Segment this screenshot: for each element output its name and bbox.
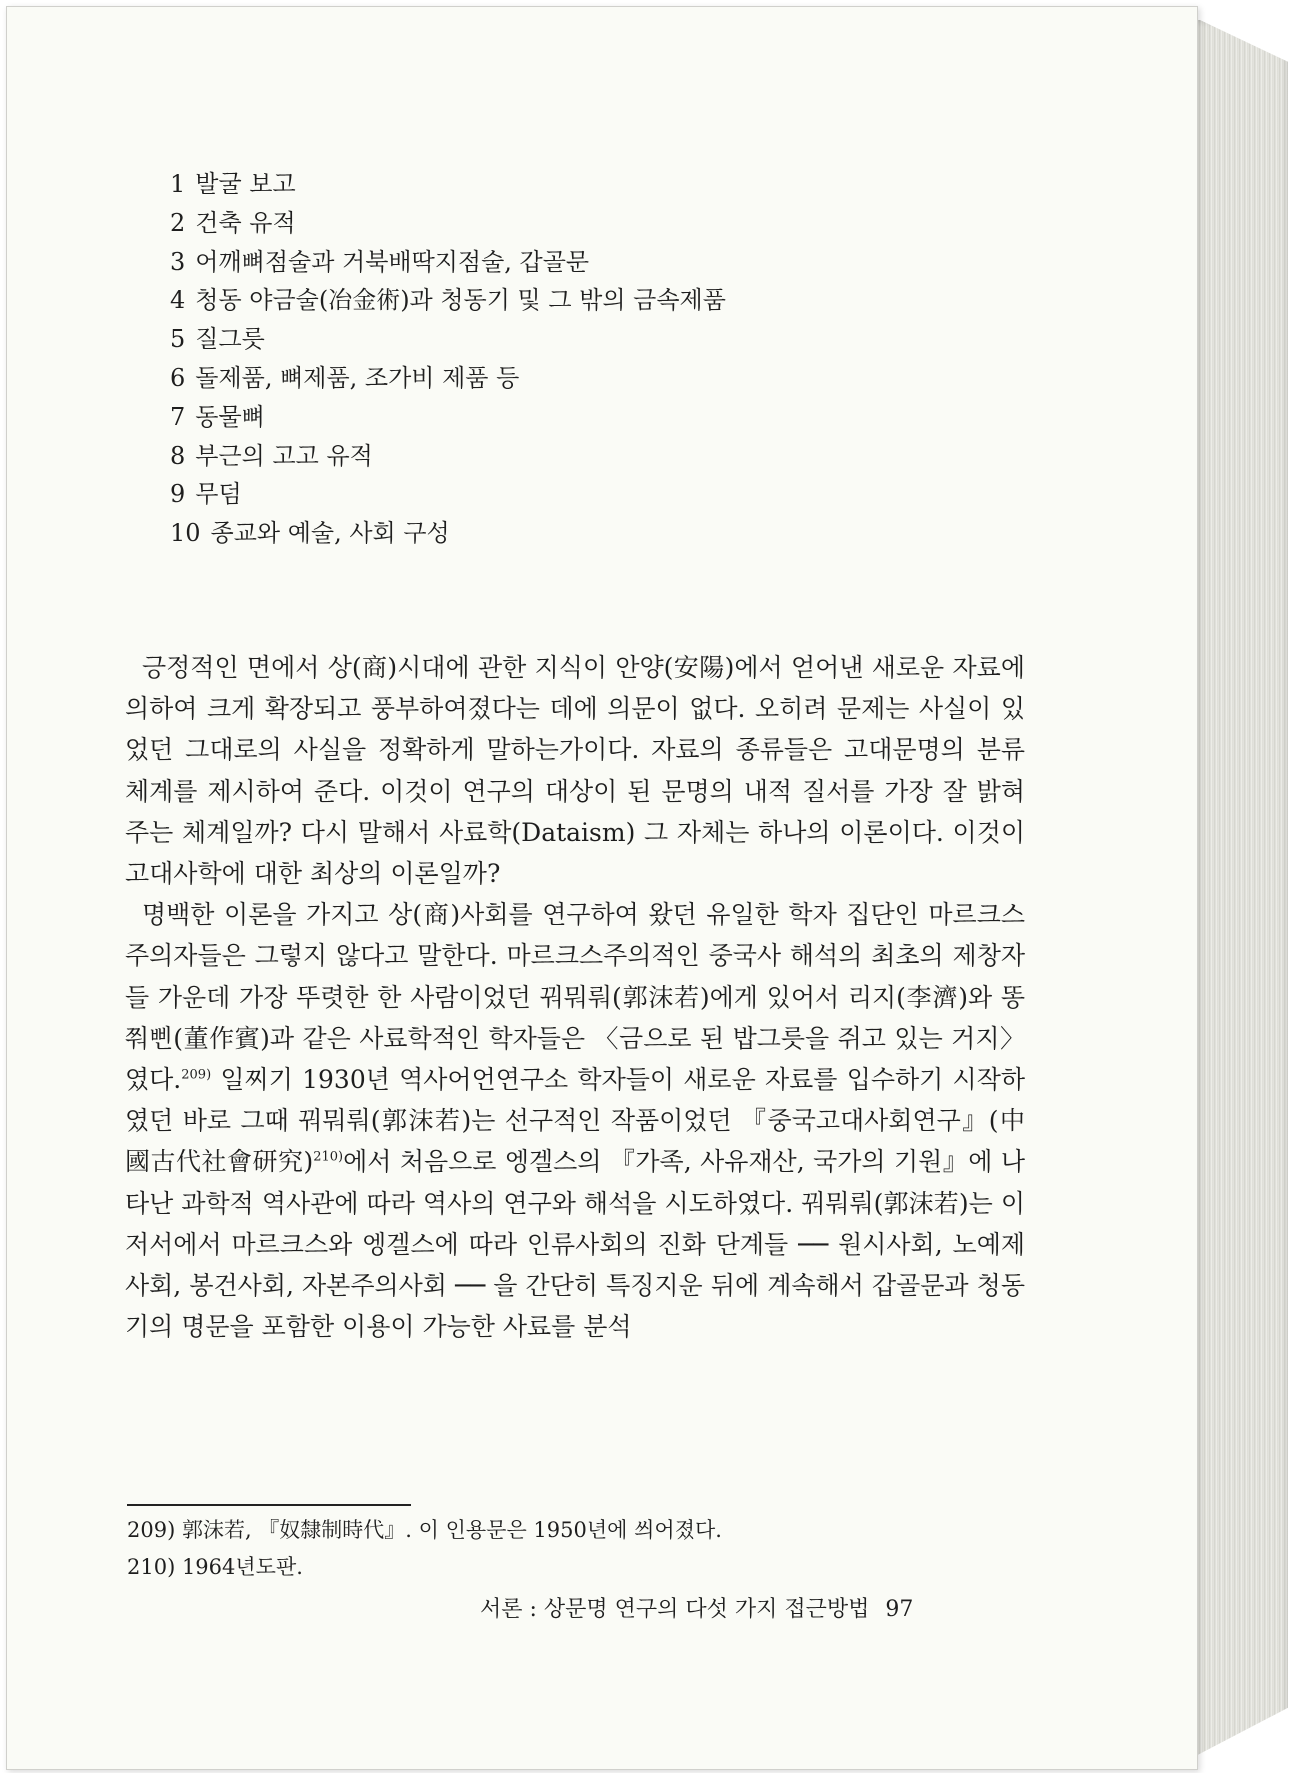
list-item (170, 437, 726, 476)
list-item (170, 320, 726, 359)
list-number: 8 (170, 441, 186, 470)
page-block-edge (1188, 20, 1288, 1760)
list-item (170, 398, 726, 437)
list-number: 3 (170, 247, 186, 276)
list-number: 9 (170, 480, 186, 509)
list-item (170, 204, 726, 243)
footnote-rule (127, 1504, 411, 1506)
list-label: 부근의 고고 유적 (195, 441, 373, 470)
list-label: 청동 야금술(冶金術)과 청동기 및 그 밖의 금속제품 (195, 286, 726, 315)
list-number: 6 (170, 363, 186, 392)
list-label: 질그릇 (195, 325, 265, 354)
list-label: 어깨뼈점술과 거북배딱지점술, 갑골문 (195, 247, 590, 276)
list-number: 10 (170, 519, 201, 548)
page-footer (480, 1592, 913, 1623)
list-label: 동물뼈 (195, 402, 265, 431)
list-item (170, 514, 726, 553)
footnote-209: 209) 郭沫若, 『奴隸制時代』. 이 인용문은 1950년에 씌어졌다. (127, 1518, 722, 1542)
paragraph-2-part-a: 명백한 이론을 가지고 상(商)사회를 연구하여 왔던 유일한 학자 집단인 마르크스주의자들은 그렇지 않다고 말한다. 마르크스주의적인 중국사 해석의 최초의 제창자들 가운데 가장 뚜렷한 한 사람이었던 꿔뭐뤄(郭沫若)에게 있어서 리지(李濟)와 똥쭤삔(董作賓)과 같은 사료학적인 학자들은 〈금으로 된 밥그릇을 쥐고 있는 거지〉였다. (125, 900, 1025, 1095)
paragraph-2 (125, 894, 1025, 1347)
list-label: 종교와 예술, 사회 구성 (210, 519, 450, 548)
list-label: 돌제품, 뼈제품, 조가비 제품 등 (195, 363, 520, 392)
list-number: 2 (170, 208, 186, 237)
body-text (125, 647, 1025, 1347)
list-label: 건축 유적 (195, 208, 296, 237)
list-number: 5 (170, 325, 186, 354)
list-item (170, 475, 726, 514)
list-item (170, 165, 726, 204)
list-number: 1 (170, 170, 186, 198)
list-item (170, 243, 726, 282)
page-number: 97 (885, 1597, 914, 1622)
list-item (170, 359, 726, 398)
list-label: 무덤 (195, 480, 242, 509)
list-item (170, 281, 726, 320)
list-number: 4 (170, 286, 186, 315)
category-list (170, 165, 726, 553)
footnote-ref-209: 209) (181, 1067, 212, 1083)
running-head: 서론 : 상문명 연구의 다섯 가지 접근방법 (480, 1597, 870, 1622)
footnotes (127, 1512, 722, 1586)
paragraph-1: 긍정적인 면에서 상(商)시대에 관한 지식이 안양(安陽)에서 얻어낸 새로운 자료에 의하여 크게 확장되고 풍부하여졌다는 데에 의문이 없다. 오히려 문제는 사실이 있었던 그대로의 사실을 정확하게 말하는가이다. 자료의 종류들은 고대문명의 분류 체계를 제시하여 준다. 이것이 연구의 대상이 된 문명의 내적 질서를 가장 잘 밝혀 주는 체계일까? 다시 말해서 사료학(Dataism) 그 자체는 하나의 이론이다. 이것이 고대사학에 대한 최상의 이론일까? (125, 653, 1025, 889)
list-label: 발굴 보고 (195, 170, 296, 198)
list-number: 7 (170, 402, 186, 431)
footnote-210: 210) 1964년도판. (127, 1555, 303, 1579)
paragraph-2-part-c: 에서 처음으로 엥겔스의 『가족, 사유재산, 국가의 기원』에 나타난 과학적 역사관에 따라 역사의 연구와 해석을 시도하였다. 꿔뭐뤄(郭沫若)는 이 저서에서 마르크스와 엥겔스에 따라 인류사회의 진화 단계들 ── 원시사회, 노예제사회, 봉건사회, 자본주의사회 ── 을 간단히 특징지운 뒤에 계속해서 갑골문과 청동기의 명문을 포함한 이용이 가능한 사료를 분석 (125, 1147, 1025, 1342)
paragraph-2-part-b: 일찌기 1930년 역사어언연구소 학자들이 새로운 자료를 입수하기 시작하였던 바로 그때 꿔뭐뤄(郭沫若)는 선구적인 작품이었던 『중국고대사회연구』(中國古代社會研究) (125, 1065, 1025, 1177)
footnote-ref-210: 210) (313, 1150, 344, 1166)
